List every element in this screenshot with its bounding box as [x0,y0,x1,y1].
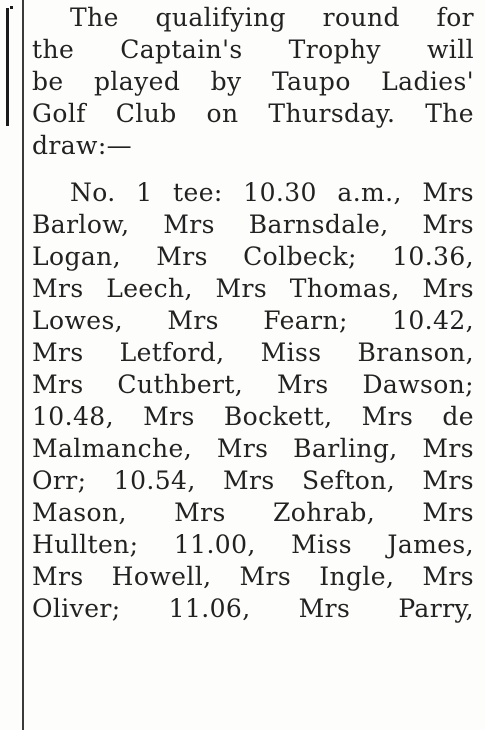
adjacent-column-rule [6,8,9,126]
text-line: Mason, Mrs Zohrab, Mrs [32,498,474,527]
text-line: Mrs Howell, Mrs Ingle, Mrs [32,562,474,591]
text-line: No. 1 tee: 10.30 a.m., Mrs [70,178,474,207]
paragraph-draw [32,177,474,625]
text-line: the Captain's Trophy will [32,35,474,64]
text-line: Barlow, Mrs Barnsdale, Mrs [32,210,474,239]
text-line: Lowes, Mrs Fearn; 10.42, [32,306,474,335]
column-rule [22,0,24,730]
article-body [32,0,474,625]
text-line: Orr; 10.54, Mrs Sefton, Mrs [32,466,474,495]
text-line: Hullten; 11.00, Miss James, [32,530,474,559]
text-line: Malmanche, Mrs Barling, Mrs [32,434,474,463]
print-speck [10,6,13,9]
text-line: Mrs Letford, Miss Branson, [32,338,474,367]
text-line: 10.48, Mrs Bockett, Mrs de [32,402,474,431]
text-line: Golf Club on Thursday. The [32,99,474,128]
text-line: draw:— [32,131,133,160]
text-line: Mrs Cuthbert, Mrs Dawson; [32,370,474,399]
text-line: be played by Taupo Ladies' [32,67,474,96]
text-line: Mrs Leech, Mrs Thomas, Mrs [32,274,474,303]
text-line: The qualifying round for [70,3,474,32]
text-line: Oliver; 11.06, Mrs Parry, [32,594,474,623]
text-line: Logan, Mrs Colbeck; 10.36, [32,242,474,271]
paragraph-announcement [32,0,474,162]
